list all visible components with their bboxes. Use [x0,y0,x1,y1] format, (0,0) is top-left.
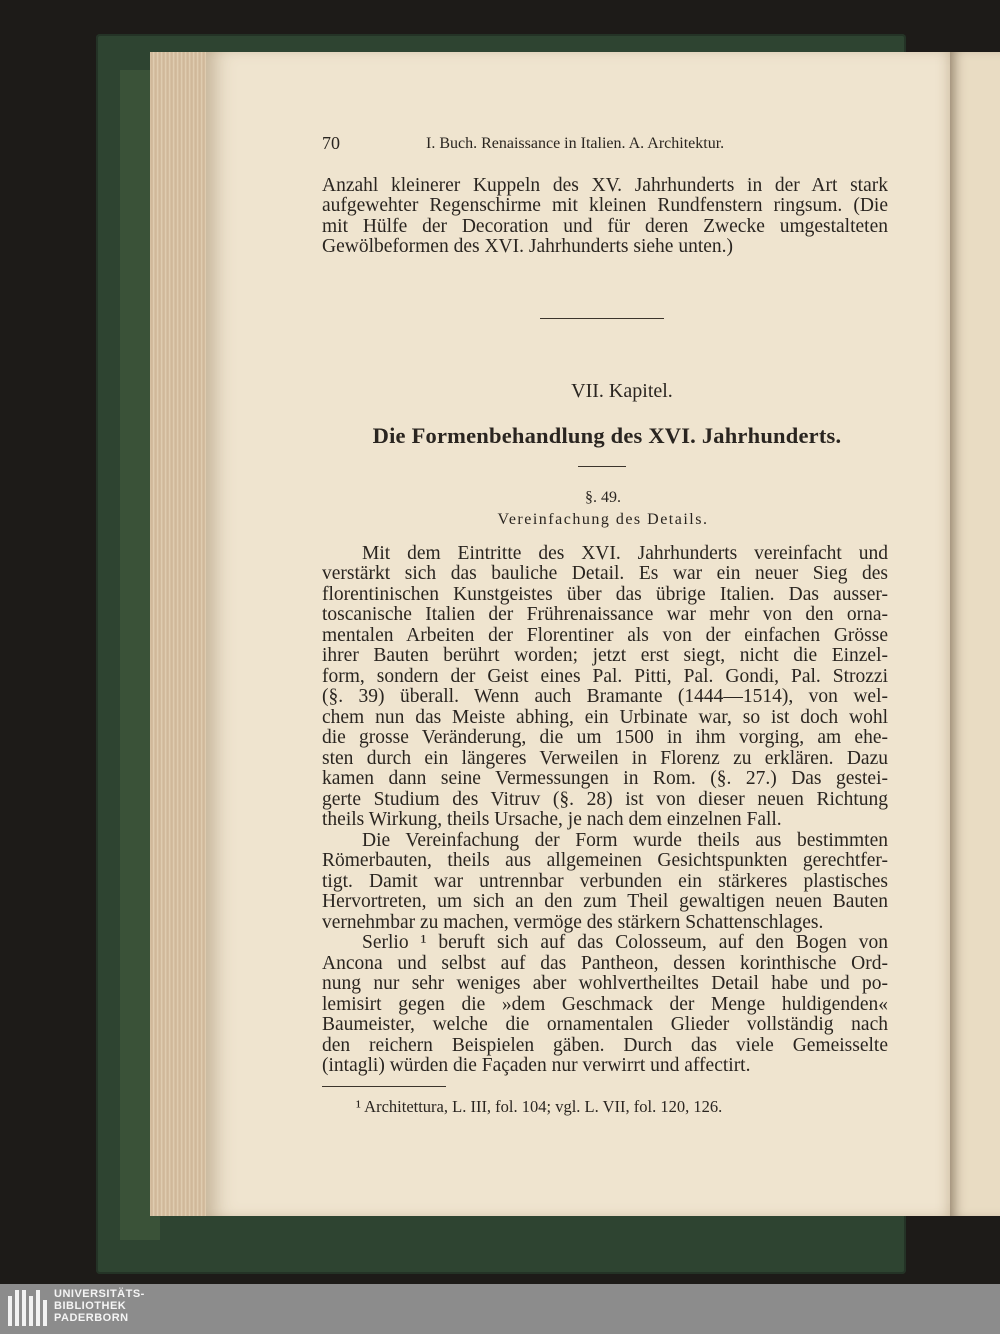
text-line: gerte Studium des Vitruv (§. 28) ist von dieser neuen Richtung [322,789,888,810]
text-line: theils Wirkung, theils Ursache, je nach dem einzelnen Fall. [322,809,782,830]
text-line: form, sondern der Geist eines Pal. Pitti, Pal. Gondi, Pal. Strozzi [322,666,888,687]
text-line: Gewölbeformen des XVI. Jahrhunderts siehe unten.) [322,236,734,257]
text-line: Römerbauten, theils aus allgemeinen Gesichtspunkten gerechtfer- [322,850,888,871]
text-line: nung nur sehr weniges aber wohlvertheiltes Detail habe und po- [322,973,888,994]
text-line: chem nun das Meiste abhing, ein Urbinate war, so ist doch wohl [322,707,888,728]
library-name-line2: BIBLIOTHEK [54,1300,127,1312]
text-line: kamen dann seine Vermessungen in Rom. (§. 27.) Das gestei- [322,768,888,789]
footnote-rule [322,1086,446,1087]
text-line: ihrer Bauten berührt worden; jetzt erst siegt, nicht die Einzel- [322,645,888,666]
chapter-number: VII. Kapitel. [571,380,673,402]
library-logo-icon [8,1290,48,1328]
text-line: (§. 39) überall. Wenn auch Bramante (1444—1514), von wel- [322,686,888,707]
text-line: mentalen Arbeiten der Florentiner als von der einfachen Grösse [322,625,888,646]
text-line: Serlio ¹ beruft sich auf das Colosseum, auf den Bogen von [362,932,888,953]
text-line: Ancona und selbst auf das Pantheon, dessen korinthische Ord- [322,953,888,974]
facing-page-edge [950,52,1000,1216]
chapter-title: Die Formenbehandlung des XVI. Jahrhunderts. [372,423,842,448]
text-line: florentinischen Kunstgeistes über das übrige Italien. Das ausser- [322,584,888,605]
library-name-line1: UNIVERSITÄTS- [54,1288,145,1300]
text-line: sten durch ein längeres Verweilen in Florenz zu erklären. Dazu [322,748,888,769]
footnote: ¹ Architettura, L. III, fol. 104; vgl. L. VII, fol. 120, 126. [356,1097,723,1116]
text-line: Baumeister, welche die ornamentalen Glieder vollständig nach [322,1014,888,1035]
text-line: Die Vereinfachung der Form wurde theils aus bestimmten [362,830,888,851]
text-line: aufgewehter Regenschirme mit kleinen Rundfenstern ringsum. (Die [322,195,888,216]
library-footer [0,1284,1000,1334]
running-title: I. Buch. Renaissance in Italien. A. Architektur. [426,135,725,152]
text-line: lemisirt gegen die »dem Geschmack der Menge huldigenden« [322,994,888,1015]
text-line: Hervortreten, um sich an den zum Theil gewaltigen neuen Bauten [322,891,888,912]
text-line: tigt. Damit war untrennbar verbunden ein stärkeres plastisches [322,871,888,892]
divider-rule [540,318,664,319]
library-name-line3: PADERBORN [54,1312,129,1324]
text-line: vernehmbar zu machen, vermöge des stärkern Schattenschlages. [322,912,824,933]
section-number: §. 49. [585,489,621,506]
page-edges [150,52,214,1216]
text-line: (intagli) würden die Façaden nur verwirrt und affectirt. [322,1055,751,1076]
text-line: Anzahl kleinerer Kuppeln des XV. Jahrhunderts in der Art stark [322,175,888,196]
text-line: Mit dem Eintritte des XVI. Jahrhunderts vereinfacht und [362,543,888,564]
text-line: den reichern Beispielen gäben. Durch das viele Gemeisselte [322,1035,888,1056]
text-line: mit Hülfe der Decoration und für deren Zwecke umgestalteten [322,216,888,237]
divider-rule-short [578,466,626,467]
text-line: die grosse Veränderung, die um 1500 in ihm vorging, am ehe- [322,727,888,748]
section-title: Vereinfachung des Details. [497,511,709,528]
page-number: 70 [322,133,340,153]
text-line: toscanische Italien der Frührenaissance war mehr von den orna- [322,604,888,625]
text-line: verstärkt sich das bauliche Detail. Es war ein neuer Sieg des [322,563,888,584]
